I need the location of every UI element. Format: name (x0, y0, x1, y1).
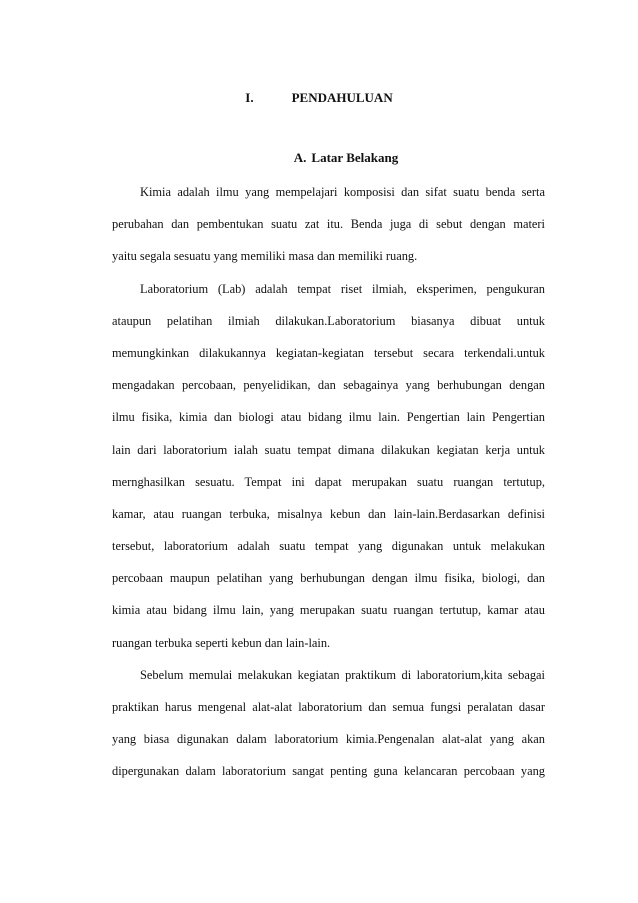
paragraph-2-line-4: mengadakan percobaan, penyelidikan, dan sebagainya yang berhubungan dengan (112, 378, 545, 393)
paragraph-2-line-12: ruangan terbuka seperti kebun dan lain-lain. (112, 635, 331, 650)
paragraph-2-line-2: ataupun pelatihan ilmiah dilakukan.Laboratorium biasanya dibuat untuk (112, 313, 545, 328)
body-text (112, 176, 545, 788)
chapter-number: I. (245, 90, 254, 105)
paragraph-1-line-1: Kimia adalah ilmu yang mempelajari komposisi dan sifat suatu benda serta (140, 185, 545, 199)
paragraph-2-line-10: percobaan maupun pelatihan yang berhubungan dengan ilmu fisika, biologi, dan (112, 571, 545, 586)
paragraph-3-line-3: yang biasa digunakan dalam laboratorium kimia.Pengenalan alat-alat yang akan (112, 732, 545, 747)
paragraph-2-line-5: ilmu fisika, kimia dan biologi atau bidang ilmu lain. Pengertian lain Pengertian (112, 410, 545, 425)
paragraph-2-line-6: lain dari laboratorium ialah suatu tempat dimana dilakukan kegiatan kerja untuk (112, 442, 545, 457)
paragraph-2-line-7: mernghasilkan sesuatu. Tempat ini dapat merupakan suatu ruangan tertutup, (112, 474, 545, 489)
paragraph-3-line-1: Sebelum memulai melakukan kegiatan praktikum di laboratorium,kita sebagai (140, 667, 545, 682)
paragraph-2-line-8: kamar, atau ruangan terbuka, misalnya kebun dan lain-lain.Berdasarkan definisi (112, 506, 545, 521)
paragraph-2-line-3: memungkinkan dilakukannya kegiatan-kegiatan tersebut secara terkendali.untuk (112, 345, 545, 360)
paragraph-2-line-1: Laboratorium (Lab) adalah tempat riset ilmiah, eksperimen, pengukuran (140, 281, 545, 296)
paragraph-1-line-2: perubahan dan pembentukan suatu zat itu. Benda juga di sebut dengan materi (112, 217, 545, 232)
section-title: Latar Belakang (311, 150, 399, 165)
paragraph-3-line-4: dipergunakan dalam laboratorium sangat penting guna kelancaran percobaan yang (112, 764, 545, 779)
chapter-title: PENDAHULUAN (291, 90, 393, 105)
section-heading (0, 150, 638, 166)
paragraph-2-line-9: tersebut, laboratorium adalah suatu tempat yang digunakan untuk melakukan (112, 539, 545, 554)
paragraph-1-line-3: yaitu segala sesuatu yang memiliki masa dan memiliki ruang. (112, 249, 418, 264)
section-letter: A. (293, 150, 307, 165)
paragraph-3-line-2: praktikan harus mengenal alat-alat laboratorium dan semua fungsi peralatan dasar (112, 700, 545, 714)
chapter-heading (0, 90, 638, 106)
paragraph-2-line-11: kimia atau bidang ilmu lain, yang merupakan suatu ruangan tertutup, kamar atau (112, 603, 545, 618)
